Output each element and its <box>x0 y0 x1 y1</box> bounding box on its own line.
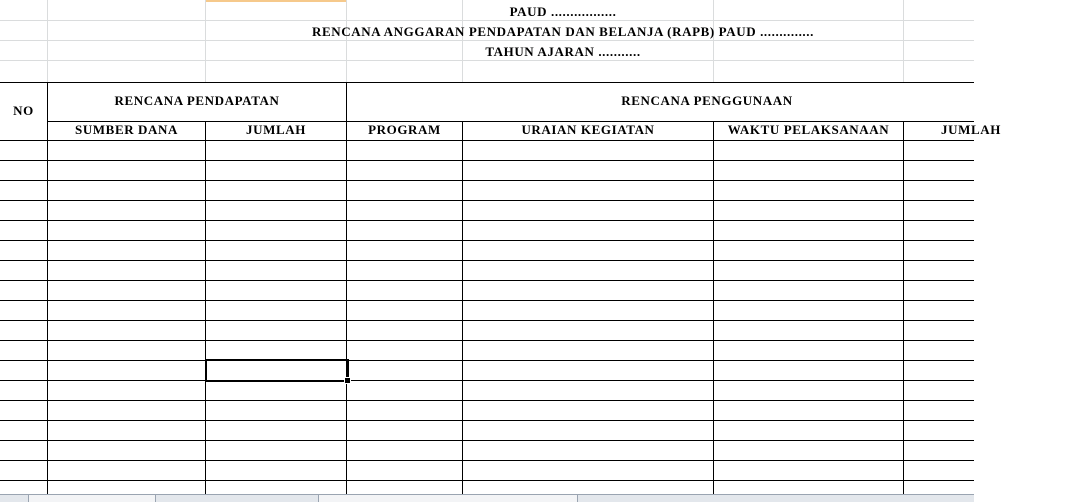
table-border-h <box>0 180 974 181</box>
title-rapb[interactable]: RENCANA ANGGARAN PENDAPATAN DAN BELANJA (RAPB) PAUD .............. <box>312 24 814 39</box>
header-uraian-kegiatan[interactable]: URAIAN KEGIATAN <box>521 122 655 137</box>
header-waktu-pelaksanaan[interactable]: WAKTU PELAKSANAAN <box>727 122 890 137</box>
fill-handle[interactable] <box>344 377 351 384</box>
table-border-h <box>0 460 974 461</box>
table-border-h <box>0 82 974 83</box>
table-border-h <box>0 480 974 481</box>
table-border-h <box>0 260 974 261</box>
sheet-tab[interactable] <box>28 495 156 502</box>
table-border-h <box>0 280 974 281</box>
table-border-v <box>346 82 347 494</box>
table-border-h <box>0 360 974 361</box>
table-border-h <box>0 300 974 301</box>
table-border-h <box>0 440 974 441</box>
table-border-h <box>0 380 974 381</box>
header-rencana-pendapatan[interactable]: RENCANA PENDAPATAN <box>114 93 280 108</box>
title-tahun-ajaran[interactable]: TAHUN AJARAN ........... <box>485 44 641 59</box>
table-border-h <box>0 400 974 401</box>
header-rencana-penggunaan[interactable]: RENCANA PENGGUNAAN <box>621 93 793 108</box>
table-border-v <box>903 121 904 494</box>
title-paud[interactable]: PAUD ................. <box>509 4 617 19</box>
table-border-v <box>47 82 48 494</box>
header-jumlah-penggunaan[interactable]: JUMLAH <box>941 122 1001 137</box>
sheet-tab[interactable] <box>318 495 578 502</box>
header-no[interactable]: NO <box>13 103 34 118</box>
table-border-h <box>0 200 974 201</box>
table-border-h <box>0 160 974 161</box>
gridline <box>47 0 48 82</box>
table-border-h <box>0 240 974 241</box>
table-border-h <box>0 140 974 141</box>
sheet-tab-bar[interactable] <box>0 494 974 502</box>
selected-cell[interactable] <box>205 359 349 382</box>
header-sumber-dana[interactable]: SUMBER DANA <box>74 122 179 137</box>
header-program[interactable]: PROGRAM <box>368 122 441 137</box>
table-border-h <box>0 420 974 421</box>
table-border-h <box>0 220 974 221</box>
table-border-v <box>462 121 463 494</box>
table-border-h <box>0 320 974 321</box>
header-jumlah-pendapatan[interactable]: JUMLAH <box>246 122 306 137</box>
table-border-v <box>713 121 714 494</box>
table-border-v <box>205 121 206 494</box>
table-border-h <box>0 340 974 341</box>
